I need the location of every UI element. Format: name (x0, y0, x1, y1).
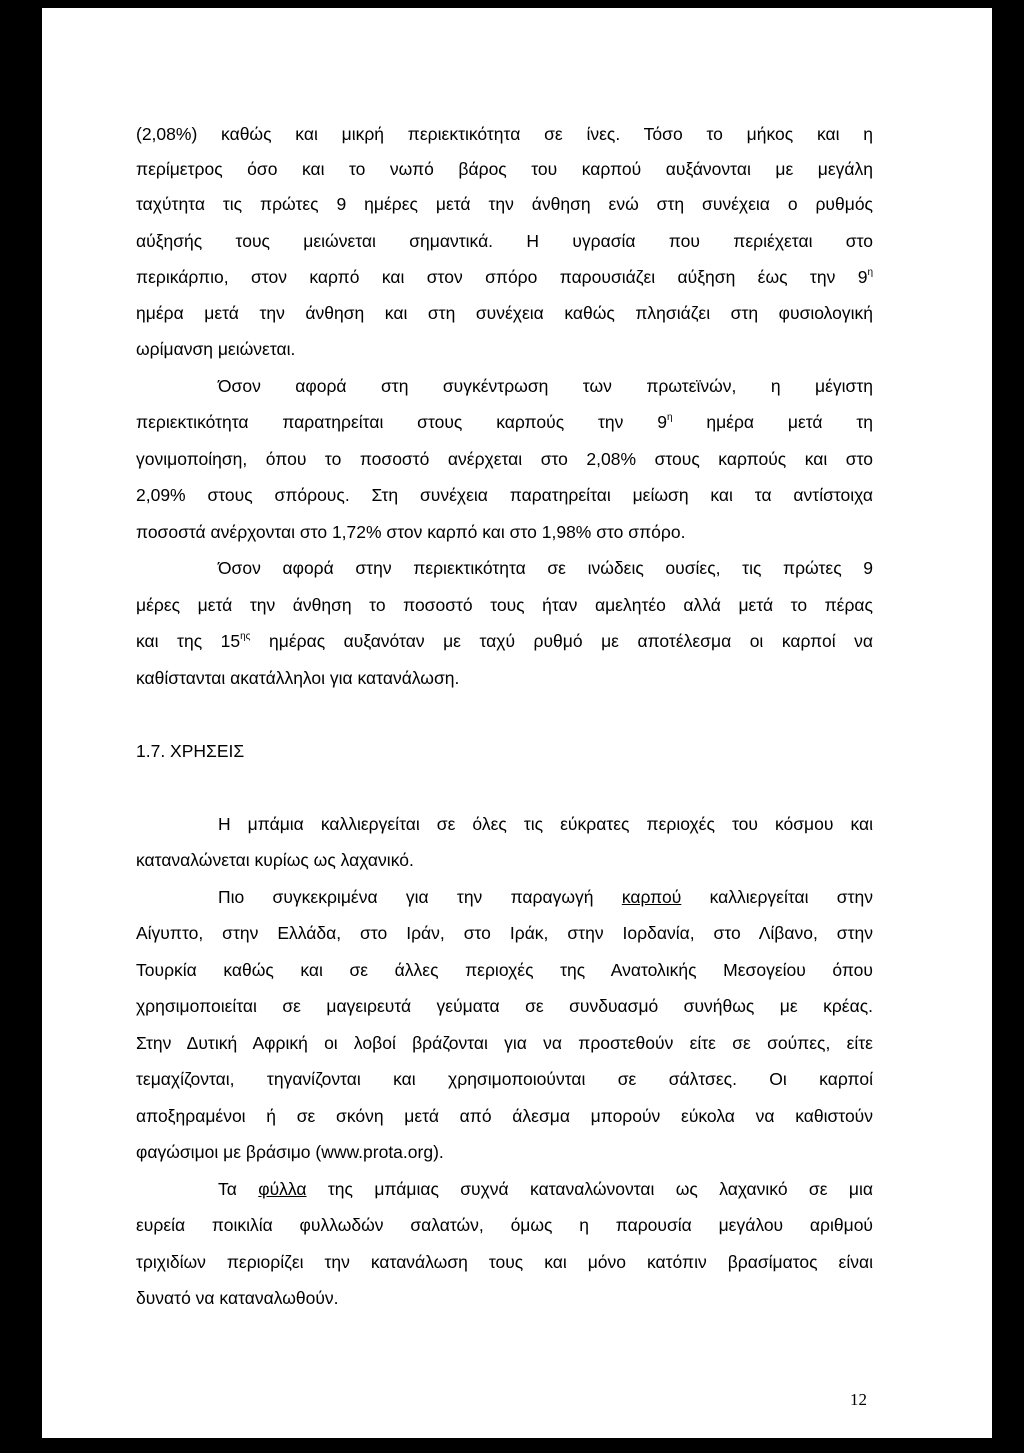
text-span: περιεκτικότητα παρατηρείται στους καρπούς την 9 (136, 412, 667, 432)
text-line: Η μπάμια καλλιεργείται σε όλες τις εύκρατες περιοχές του κόσμου και (218, 814, 873, 834)
text-line: Στην Δυτική Αφρική οι λοβοί βράζονται για να προστεθούν είτε σε σούπες, είτε (136, 1033, 873, 1053)
text-line: χρησιμοποιείται σε μαγειρευτά γεύματα σε συνδυασμό συνήθως με κρέας. (136, 996, 873, 1016)
text-span: Πιο συγκεκριμένα για την παραγωγή (218, 887, 622, 907)
text-line (218, 1178, 873, 1200)
text-line: αποξηραμένοι ή σε σκόνη μετά από άλεσμα μπορούν εύκολα να καθιστούν (136, 1106, 873, 1126)
text-line: καθίστανται ακατάλληλοι για κατανάλωση. (136, 668, 460, 688)
text-line (136, 266, 873, 288)
superscript: η (666, 412, 673, 424)
text-span: ημέρας αυξανόταν με ταχύ ρυθμό με αποτέλεσμα οι καρποί να (250, 631, 873, 651)
text-line: φαγώσιμοι με βράσιμο (www.prota.org). (136, 1142, 444, 1162)
text-line: καταναλώνεται κυρίως ως λαχανικό. (136, 850, 414, 870)
text-line: μέρες μετά την άνθηση το ποσοστό τους ήταν αμελητέο αλλά μετά το πέρας (136, 595, 873, 615)
text-line: τεμαχίζονται, τηγανίζονται και χρησιμοποιούνται σε σάλτσες. Οι καρποί (136, 1069, 873, 1089)
text-line: τριχιδίων περιορίζει την κατανάλωση τους και μόνο κατόπιν βρασίματος είναι (136, 1252, 873, 1272)
link-karpou[interactable]: καρπού (621, 887, 682, 907)
text-span: καλλιεργείται στην (681, 887, 874, 907)
text-line: αύξησής τους μειώνεται σημαντικά. Η υγρασία που περιέχεται στο (136, 231, 873, 251)
text-span: Τα (218, 1179, 259, 1199)
text-span: και της 15 (136, 631, 241, 651)
document-page (42, 8, 992, 1438)
text-line: 2,09% στους σπόρους. Στη συνέχεια παρατηρείται μείωση και τα αντίστοιχα (136, 485, 873, 505)
text-line (136, 411, 873, 433)
text-line: Αίγυπτο, στην Ελλάδα, στο Ιράν, στο Ιράκ, στην Ιορδανία, στο Λίβανο, στην (136, 923, 873, 943)
text-line: ταχύτητα τις πρώτες 9 ημέρες μετά την άνθηση ενώ στη συνέχεια ο ρυθμός (136, 194, 873, 214)
text-span: περικάρπιο, στον καρπό και στον σπόρο παρουσιάζει αύξηση έως την 9 (136, 267, 868, 287)
text-line: δυνατό να καταναλωθούν. (136, 1288, 339, 1308)
text-line (218, 886, 873, 908)
text-line: Όσον αφορά στην περιεκτικότητα σε ινώδεις ουσίες, τις πρώτες 9 (218, 558, 873, 578)
text-line: ωρίμανση μειώνεται. (136, 339, 296, 359)
text-line (136, 630, 873, 652)
text-line: Όσον αφορά στη συγκέντρωση των πρωτεϊνών, η μέγιστη (218, 376, 873, 396)
text-line: ημέρα μετά την άνθηση και στη συνέχεια καθώς πλησιάζει στη φυσιολογική (136, 303, 873, 323)
text-line: γονιμοποίηση, όπου το ποσοστό ανέρχεται στο 2,08% στους καρπούς και στο (136, 449, 873, 469)
text-span: ημέρα μετά τη (672, 412, 874, 432)
superscript: η (867, 267, 873, 279)
text-line: περίμετρος όσο και το νωπό βάρος του καρπού αυξάνονται με μεγάλη (136, 159, 873, 179)
link-fylla[interactable]: φύλλα (258, 1179, 307, 1199)
text-line: (2,08%) καθώς και μικρή περιεκτικότητα σε ίνες. Τόσο το μήκος και η (136, 124, 873, 144)
text-line: Τουρκία καθώς και σε άλλες περιοχές της Ανατολικής Μεσογείου όπου (136, 960, 873, 980)
superscript: ης (240, 631, 251, 643)
section-heading: 1.7. ΧΡΗΣΕΙΣ (136, 741, 245, 761)
text-line: ευρεία ποικιλία φυλλωδών σαλατών, όμως η παρουσία μεγάλου αριθμού (136, 1215, 873, 1235)
text-span: της μπάμιας συχνά καταναλώνονται ως λαχανικό σε μια (306, 1179, 873, 1199)
text-line: ποσοστά ανέρχονται στο 1,72% στον καρπό και στο 1,98% στο σπόρο. (136, 522, 686, 542)
page-number: 12 (850, 1390, 867, 1409)
